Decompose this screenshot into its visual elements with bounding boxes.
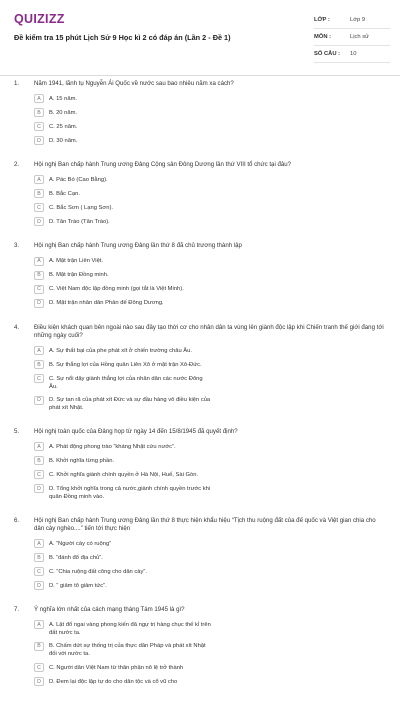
answer-option[interactable] (34, 122, 211, 131)
option-text: B. Mặt trận Đồng minh. (49, 272, 109, 279)
option-text: B. “đánh đổ địa chủ”. (49, 554, 103, 561)
answer-option[interactable] (34, 456, 211, 465)
meta-table (314, 12, 390, 63)
question-text: Điều kiện khách quan bên ngoài nào sau đây tạo thời cơ cho nhân dân ta vùng lên giành độc lập khi Chiến tranh thế giới đang tới những ngày cuối? (34, 323, 384, 339)
option-letter-box[interactable]: D (34, 484, 44, 493)
question-row (0, 517, 400, 533)
question-list (0, 80, 400, 702)
question-number: 1. (14, 80, 20, 87)
meta-row-class (314, 12, 390, 29)
answer-option[interactable] (34, 285, 211, 294)
option-letter-box[interactable]: D (34, 217, 44, 226)
option-letter-box[interactable]: D (34, 136, 44, 145)
option-text: A. Phát động phong trào “kháng Nhật cứu nước”. (49, 443, 176, 450)
question-item (0, 161, 400, 231)
answer-option[interactable] (34, 396, 211, 413)
option-text: D. Tổng khởi nghĩa trong cả nước,giành chính quyền trước khi quân Đồng minh vào. (49, 485, 211, 500)
question-item (0, 428, 400, 506)
option-letter-box[interactable]: C (34, 374, 44, 383)
option-letter-box[interactable]: B (34, 360, 44, 369)
answer-option[interactable] (34, 374, 211, 391)
question-number: 7. (14, 606, 20, 614)
option-letter-box[interactable]: C (34, 285, 44, 294)
option-letter-box[interactable]: A (34, 257, 44, 266)
answer-option[interactable] (34, 203, 211, 212)
option-text: C. Người dân Việt Nam từ thân phận nô lệ trở thành (49, 664, 184, 671)
option-letter-box[interactable]: A (34, 442, 44, 451)
answer-option[interactable] (34, 217, 211, 226)
option-text: B. Sự thắng lợi của Hồng quân Liên Xô ở mặt trận Xô-Đức. (49, 361, 202, 368)
question-text: Năm 1941, lãnh tụ Nguyễn Ái Quốc về nước sau bao nhiêu năm xa cách? (34, 80, 234, 87)
meta-label: SỐ CÂU : (314, 51, 341, 57)
option-text: A. 15 năm. (49, 95, 78, 102)
answer-option[interactable] (34, 484, 211, 501)
option-letter-box[interactable]: C (34, 203, 44, 212)
answer-option[interactable] (34, 567, 211, 576)
option-text: C. Bắc Sơn ( Lạng Sơn). (49, 204, 113, 211)
question-number: 2. (14, 161, 20, 169)
question-text: Hội nghị Ban chấp hành Trung ương Đảng lần thứ 8 thực hiện khẩu hiệu “Tịch thu ruộng đất của đế quốc và Việt gian chia cho dân cày nghèo....” tiến tới thực hiện (34, 516, 376, 532)
answer-option[interactable] (34, 257, 211, 266)
answer-options (0, 620, 400, 691)
answer-option[interactable] (34, 553, 211, 562)
option-text: B. Khởi nghĩa từng phần. (49, 457, 115, 464)
option-letter-box[interactable]: D (34, 677, 44, 686)
option-text: B. Chấm dứt sự thống trị của thực dân Pháp và phát xít Nhật đối với nước ta. (49, 643, 206, 658)
question-item (0, 80, 400, 150)
answer-options (0, 539, 400, 595)
question-row (0, 428, 400, 436)
answer-option[interactable] (34, 642, 211, 659)
question-row (0, 324, 400, 340)
question-item (0, 606, 400, 691)
option-letter-box[interactable]: A (34, 175, 44, 184)
meta-label: MÔN : (314, 34, 332, 40)
option-letter-box[interactable]: C (34, 122, 44, 131)
option-letter-box[interactable]: D (34, 299, 44, 308)
meta-value: Lớp 9 (350, 17, 366, 23)
answer-option[interactable] (34, 189, 211, 198)
answer-option[interactable] (34, 346, 211, 355)
option-letter-box[interactable]: B (34, 271, 44, 280)
option-text: D. Tân Trào (Tân Trào). (49, 218, 110, 225)
answer-option[interactable] (34, 271, 211, 280)
option-text: A. Sự thất bại của phe phát xít ở chiến trường châu Âu. (49, 347, 192, 354)
option-text: A. Pác Bó (Cao Bằng). (49, 176, 108, 183)
option-letter-box[interactable]: B (34, 456, 44, 465)
answer-options (0, 175, 400, 231)
option-text: A. “Người cày có ruộng” (49, 540, 112, 547)
answer-option[interactable] (34, 175, 211, 184)
option-letter-box[interactable]: D (34, 396, 44, 405)
option-letter-box[interactable]: A (34, 539, 44, 548)
question-row (0, 242, 400, 250)
option-letter-box[interactable]: A (34, 620, 44, 629)
option-letter-box[interactable]: B (34, 553, 44, 562)
meta-label: LỚP : (314, 17, 330, 23)
option-text: D. Sự tan rã của phát xít Đức và sự đầu hàng vô điều kiện của phát xít Nhật. (49, 397, 211, 412)
question-row (0, 80, 400, 88)
answer-option[interactable] (34, 136, 211, 145)
option-letter-box[interactable]: B (34, 642, 44, 651)
option-letter-box[interactable]: A (34, 94, 44, 103)
answer-option[interactable] (34, 299, 211, 308)
question-number: 6. (14, 516, 20, 524)
answer-option[interactable] (34, 581, 211, 590)
answer-option[interactable] (34, 620, 211, 637)
option-text: D. “ giảm tô giảm tức”. (49, 582, 107, 589)
question-text: Ý nghĩa lớn nhất của cách mạng tháng Tám 1945 là gì? (34, 606, 185, 614)
option-text: C. 25 năm. (49, 123, 78, 130)
worksheet-title: Đề kiểm tra 15 phút Lịch Sử 9 Học kì 2 có đáp án (Lần 2 - Đề 1) (14, 33, 231, 42)
question-item (0, 517, 400, 595)
option-letter-box[interactable]: B (34, 108, 44, 117)
option-text: B. Bắc Cạn. (49, 190, 80, 197)
question-number: 3. (14, 242, 20, 250)
worksheet-header (0, 0, 400, 76)
option-letter-box[interactable]: A (34, 346, 44, 355)
option-text: C. Việt Nam độc lập đồng minh (gọi tắt là Việt Minh). (49, 286, 184, 293)
question-text: Hội nghị toàn quốc của Đảng họp từ ngày 14 đến 15/8/1945 đã quyết định? (34, 428, 238, 436)
quizizz-logo: QUIZIZZ (14, 12, 65, 26)
option-letter-box[interactable]: B (34, 189, 44, 198)
option-letter-box[interactable]: C (34, 470, 44, 479)
meta-row-subject (314, 29, 390, 46)
answer-options (0, 442, 400, 506)
answer-option[interactable] (34, 539, 211, 548)
meta-value: 10 (350, 51, 357, 57)
answer-option[interactable] (34, 94, 211, 103)
option-text: C. Sự nổi dậy giành thắng lợi của nhân dân các nước Đông Âu. (49, 375, 203, 390)
option-text: C. Khởi nghĩa giành chính quyền ở Hà Nội, Huế, Sài Gòn. (49, 471, 199, 478)
option-text: D. Mặt trận nhân dân Phản đế Đông Dương. (49, 300, 164, 307)
question-number: 5. (14, 428, 20, 436)
question-row (0, 606, 400, 614)
meta-row-count (314, 46, 390, 63)
answer-option[interactable] (34, 360, 211, 369)
question-row (0, 161, 400, 169)
answer-option[interactable] (34, 677, 211, 686)
option-text: D. 30 năm. (49, 137, 78, 144)
answer-option[interactable] (34, 442, 211, 451)
option-text: A. Lật đổ ngai vàng phong kiến đã ngự trị hàng chục thế kỉ trên đất nước ta. (49, 621, 211, 636)
question-number: 4. (14, 323, 20, 331)
option-letter-box[interactable]: C (34, 567, 44, 576)
answer-options (0, 94, 400, 150)
answer-option[interactable] (34, 470, 211, 479)
answer-options (0, 257, 400, 313)
option-letter-box[interactable]: D (34, 581, 44, 590)
question-text: Hội nghị Ban chấp hành Trung ương Đảng lần thứ 8 đã chủ trương thành lập (34, 242, 242, 250)
option-text: C. “Chia ruộng đất công cho dân cày”. (49, 568, 147, 575)
option-text: B. 20 năm. (49, 109, 78, 116)
answer-option[interactable] (34, 108, 211, 117)
option-letter-box[interactable]: C (34, 663, 44, 672)
meta-value: Lịch sử (350, 34, 370, 40)
question-text: Hội nghị Ban chấp hành Trung ương Đảng Cộng sản Đông Dương lần thứ VIII tổ chức tại đâu? (34, 161, 292, 169)
option-text: A. Mặt trận Liên Việt. (49, 258, 104, 265)
answer-options (0, 346, 400, 417)
option-text: D. Đem lại độc lập tự do cho dân tộc và cổ vũ cho (49, 678, 178, 685)
question-item (0, 324, 400, 417)
answer-option[interactable] (34, 663, 211, 672)
question-item (0, 242, 400, 312)
